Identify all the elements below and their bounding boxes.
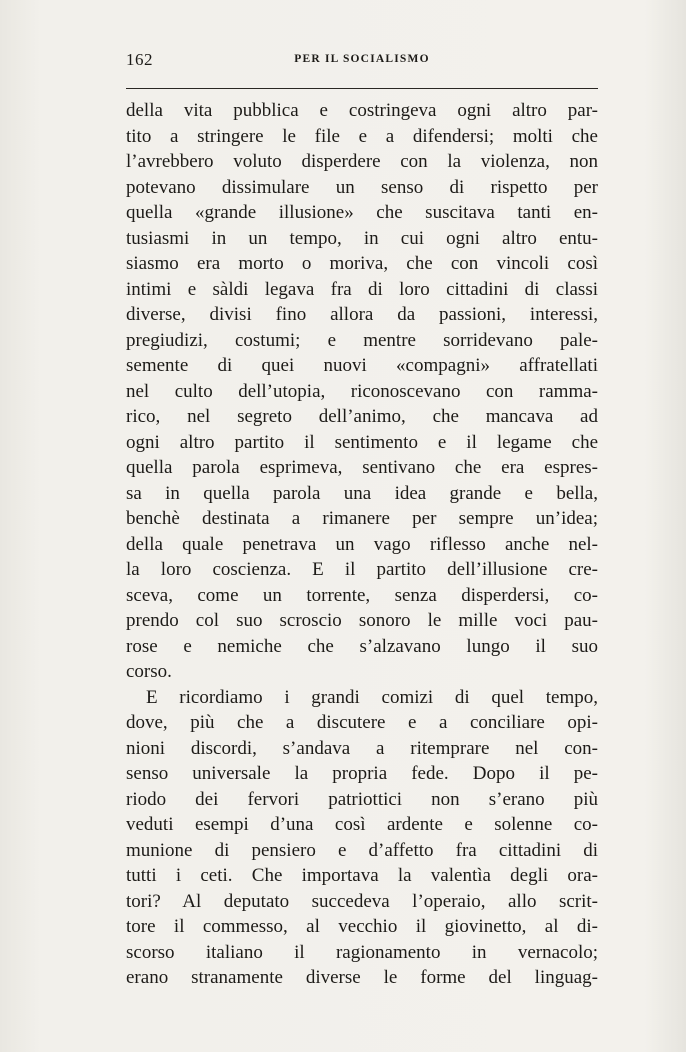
text-line: potevano dissimulare un senso di rispetto per <box>126 176 598 198</box>
text-line: intimi e sàldi legava fra di loro cittadini di classi <box>126 278 598 300</box>
text-line: senso universale la propria fede. Dopo il pe- <box>126 763 598 784</box>
paragraph-last-line: corso. <box>126 661 172 682</box>
page-header <box>126 50 598 80</box>
text-line: quella parola esprimeva, sentivano che era espres- <box>126 457 598 478</box>
text-line: la loro coscienza. E il partito dell’illusione cre- <box>126 559 598 580</box>
text-line: benchè destinata a rimanere per sempre un’idea; <box>126 508 598 529</box>
text-line: sceva, come un torrente, senza disperdersi, co- <box>126 584 598 606</box>
text-line: tutti i ceti. Che importava la valentìa degli ora- <box>126 865 598 886</box>
text-line: l’avrebbero voluto disperdere con la violenza, non <box>126 151 598 172</box>
text-line: rose e nemiche che s’alzavano lungo il suo <box>126 635 598 657</box>
text-line: tusiasmi in un tempo, in cui ogni altro entu- <box>126 227 598 249</box>
page-number: 162 <box>126 50 153 69</box>
text-line: tore il commesso, al vecchio il giovinetto, al di- <box>126 916 598 937</box>
text-line: semente di quei nuovi «compagni» affratellati <box>126 355 598 376</box>
text-line: quella «grande illusione» che suscitava tanti en- <box>126 202 598 223</box>
text-line: erano stranamente diverse le forme del linguag- <box>126 967 598 988</box>
text-line: dove, più che a discutere e a conciliare opi- <box>126 712 598 733</box>
text-line: siasmo era morto o moriva, che con vincoli così <box>126 253 598 274</box>
text-line: tito a stringere le file e a difendersi; molti che <box>126 125 598 147</box>
header-rule <box>126 88 598 89</box>
text-line: rico, nel segreto dell’animo, che mancava ad <box>126 406 598 427</box>
text-line: scorso italiano il ragionamento in vernacolo; <box>126 941 598 963</box>
text-line: pregiudizi, costumi; e mentre sorridevano pale- <box>126 329 598 351</box>
text-line: diverse, divisi fino allora da passioni, interessi, <box>126 304 598 325</box>
text-line: veduti esempi d’una così ardente e solenne co- <box>126 814 598 835</box>
text-line: riodo dei fervori patriottici non s’erano più <box>126 788 598 810</box>
text-line: prendo col suo scroscio sonoro le mille voci pau- <box>126 610 598 631</box>
text-line: sa in quella parola una idea grande e bella, <box>126 482 598 504</box>
paragraph-first-line: E ricordiamo i grandi comizi di quel tempo, <box>146 686 598 708</box>
text-line: della quale penetrava un vago riflesso anche nel- <box>126 533 598 555</box>
text-line: nel culto dell’utopia, riconoscevano con ramma- <box>126 380 598 402</box>
text-line: tori? Al deputato succedeva l’operaio, allo scrit- <box>126 890 598 912</box>
text-line: nioni discordi, s’andava a ritemprare nel con- <box>126 737 598 759</box>
text-line: ogni altro partito il sentimento e il legame che <box>126 431 598 453</box>
text-line: munione di pensiero e d’affetto fra cittadini di <box>126 839 598 861</box>
text-line: della vita pubblica e costringeva ogni altro par- <box>126 100 598 121</box>
body-text <box>126 98 598 991</box>
running-head: PER IL SOCIALISMO <box>294 53 430 65</box>
